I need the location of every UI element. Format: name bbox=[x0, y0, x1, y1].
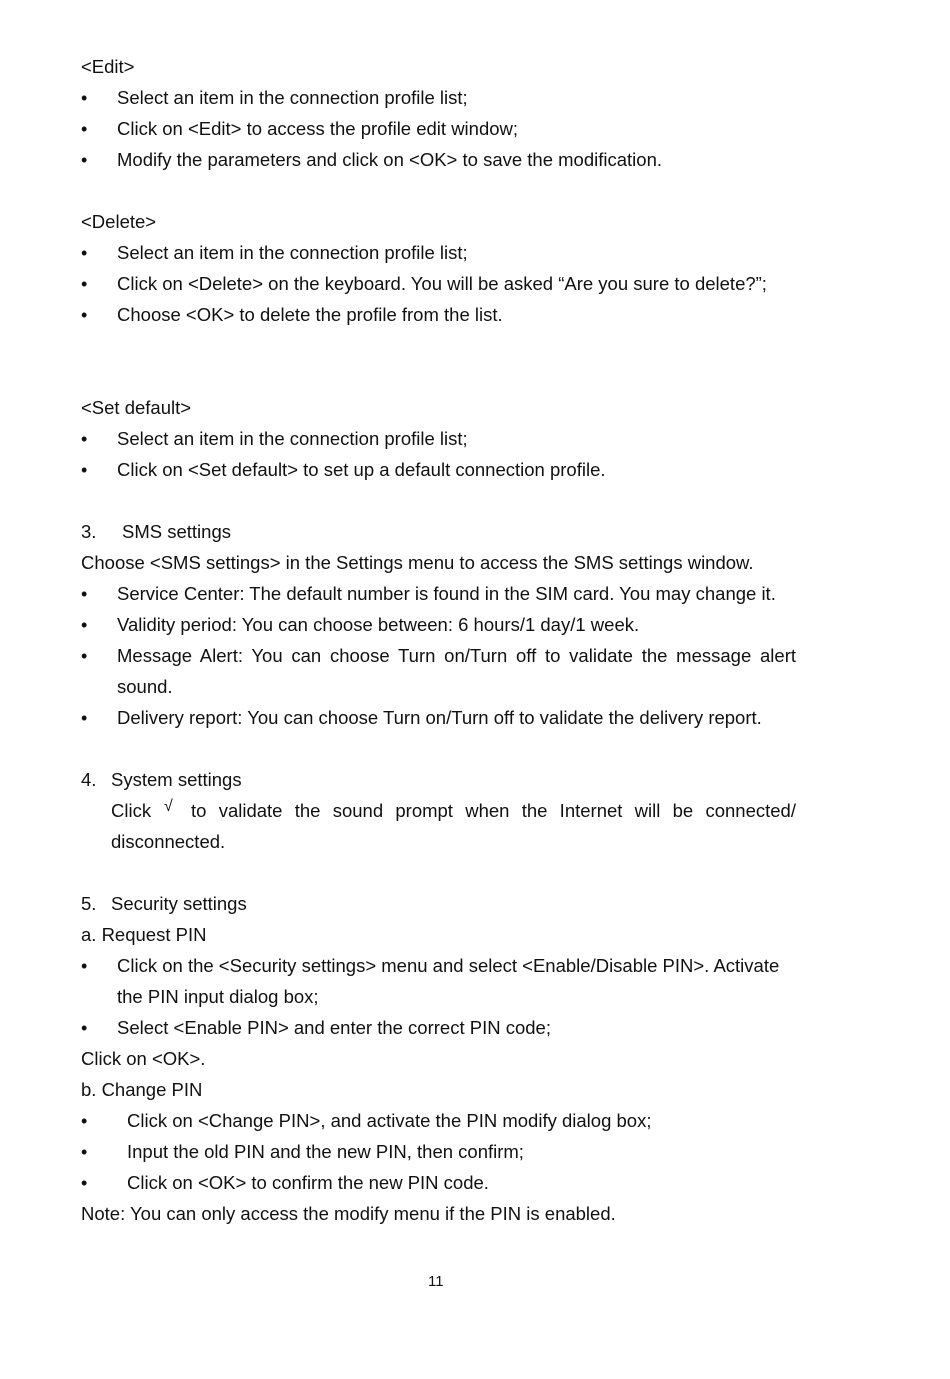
system-click-word: Click bbox=[111, 800, 152, 821]
security-heading: Security settings bbox=[111, 893, 247, 914]
set-default-bullet-2: Click on <Set default> to set up a default connection profile. bbox=[117, 459, 606, 480]
system-number: 4. bbox=[81, 769, 97, 790]
request-pin-bullet-1-cont: the PIN input dialog box; bbox=[117, 986, 319, 1007]
change-pin-bullet-3: Click on <OK> to confirm the new PIN code. bbox=[127, 1172, 489, 1193]
bullet-glyph: • bbox=[81, 429, 88, 449]
bullet-glyph: • bbox=[81, 1111, 88, 1131]
system-line-2: disconnected. bbox=[111, 831, 226, 852]
bullet-glyph: • bbox=[81, 646, 88, 666]
sms-bullet-validity: Validity period: You can choose between: 6 hours/1 day/1 week. bbox=[117, 614, 640, 635]
page-number: 11 bbox=[428, 1273, 444, 1290]
click-ok-line: Click on <OK>. bbox=[81, 1048, 206, 1069]
bullet-glyph: • bbox=[81, 88, 88, 108]
delete-bullet-3: Choose <OK> to delete the profile from the list. bbox=[117, 304, 503, 325]
request-pin-bullet-2: Select <Enable PIN> and enter the correct PIN code; bbox=[117, 1017, 551, 1038]
bullet-glyph: • bbox=[81, 1173, 88, 1193]
bullet-glyph: • bbox=[81, 274, 88, 294]
edit-heading: <Edit> bbox=[81, 56, 135, 77]
edit-bullet-2: Click on <Edit> to access the profile edit window; bbox=[117, 118, 519, 139]
sms-bullet-message-alert: Message Alert: You can choose Turn on/Turn off to validate the message alert bbox=[117, 645, 796, 666]
sms-bullet-message-alert-cont: sound. bbox=[117, 676, 173, 697]
checkmark-icon: √ bbox=[164, 798, 173, 815]
note-line: Note: You can only access the modify menu if the PIN is enabled. bbox=[81, 1203, 616, 1224]
system-line-1: to validate the sound prompt when the Internet will be connected/ bbox=[191, 800, 796, 821]
bullet-glyph: • bbox=[81, 150, 88, 170]
security-number: 5. bbox=[81, 893, 97, 914]
sms-bullet-delivery-report: Delivery report: You can choose Turn on/Turn off to validate the delivery report. bbox=[117, 707, 762, 728]
bullet-glyph: • bbox=[81, 615, 88, 635]
change-pin-bullet-2: Input the old PIN and the new PIN, then confirm; bbox=[127, 1141, 524, 1162]
bullet-glyph: • bbox=[81, 708, 88, 728]
bullet-glyph: • bbox=[81, 460, 88, 480]
bullet-glyph: • bbox=[81, 243, 88, 263]
bullet-glyph: • bbox=[81, 956, 88, 976]
delete-bullet-1: Select an item in the connection profile list; bbox=[117, 242, 468, 263]
sms-intro: Choose <SMS settings> in the Settings menu to access the SMS settings window. bbox=[81, 552, 754, 573]
sms-heading: SMS settings bbox=[122, 521, 231, 542]
bullet-glyph: • bbox=[81, 1018, 88, 1038]
set-default-bullet-1: Select an item in the connection profile list; bbox=[117, 428, 468, 449]
sms-bullet-service-center: Service Center: The default number is found in the SIM card. You may change it. bbox=[117, 583, 776, 604]
edit-bullet-1: Select an item in the connection profile list; bbox=[117, 87, 468, 108]
bullet-glyph: • bbox=[81, 305, 88, 325]
bullet-glyph: • bbox=[81, 1142, 88, 1162]
sms-number: 3. bbox=[81, 521, 97, 542]
bullet-glyph: • bbox=[81, 119, 88, 139]
bullet-glyph: • bbox=[81, 584, 88, 604]
system-heading: System settings bbox=[111, 769, 242, 790]
request-pin-heading: a. Request PIN bbox=[81, 924, 207, 945]
edit-bullet-3: Modify the parameters and click on <OK> to save the modification. bbox=[117, 149, 663, 170]
change-pin-bullet-1: Click on <Change PIN>, and activate the PIN modify dialog box; bbox=[127, 1110, 652, 1131]
delete-heading: <Delete> bbox=[81, 211, 157, 232]
set-default-heading: <Set default> bbox=[81, 397, 192, 418]
change-pin-heading: b. Change PIN bbox=[81, 1079, 203, 1100]
delete-bullet-2: Click on <Delete> on the keyboard. You will be asked “Are you sure to delete?”; bbox=[117, 273, 767, 294]
request-pin-bullet-1: Click on the <Security settings> menu and select <Enable/Disable PIN>. Activate bbox=[117, 955, 780, 976]
